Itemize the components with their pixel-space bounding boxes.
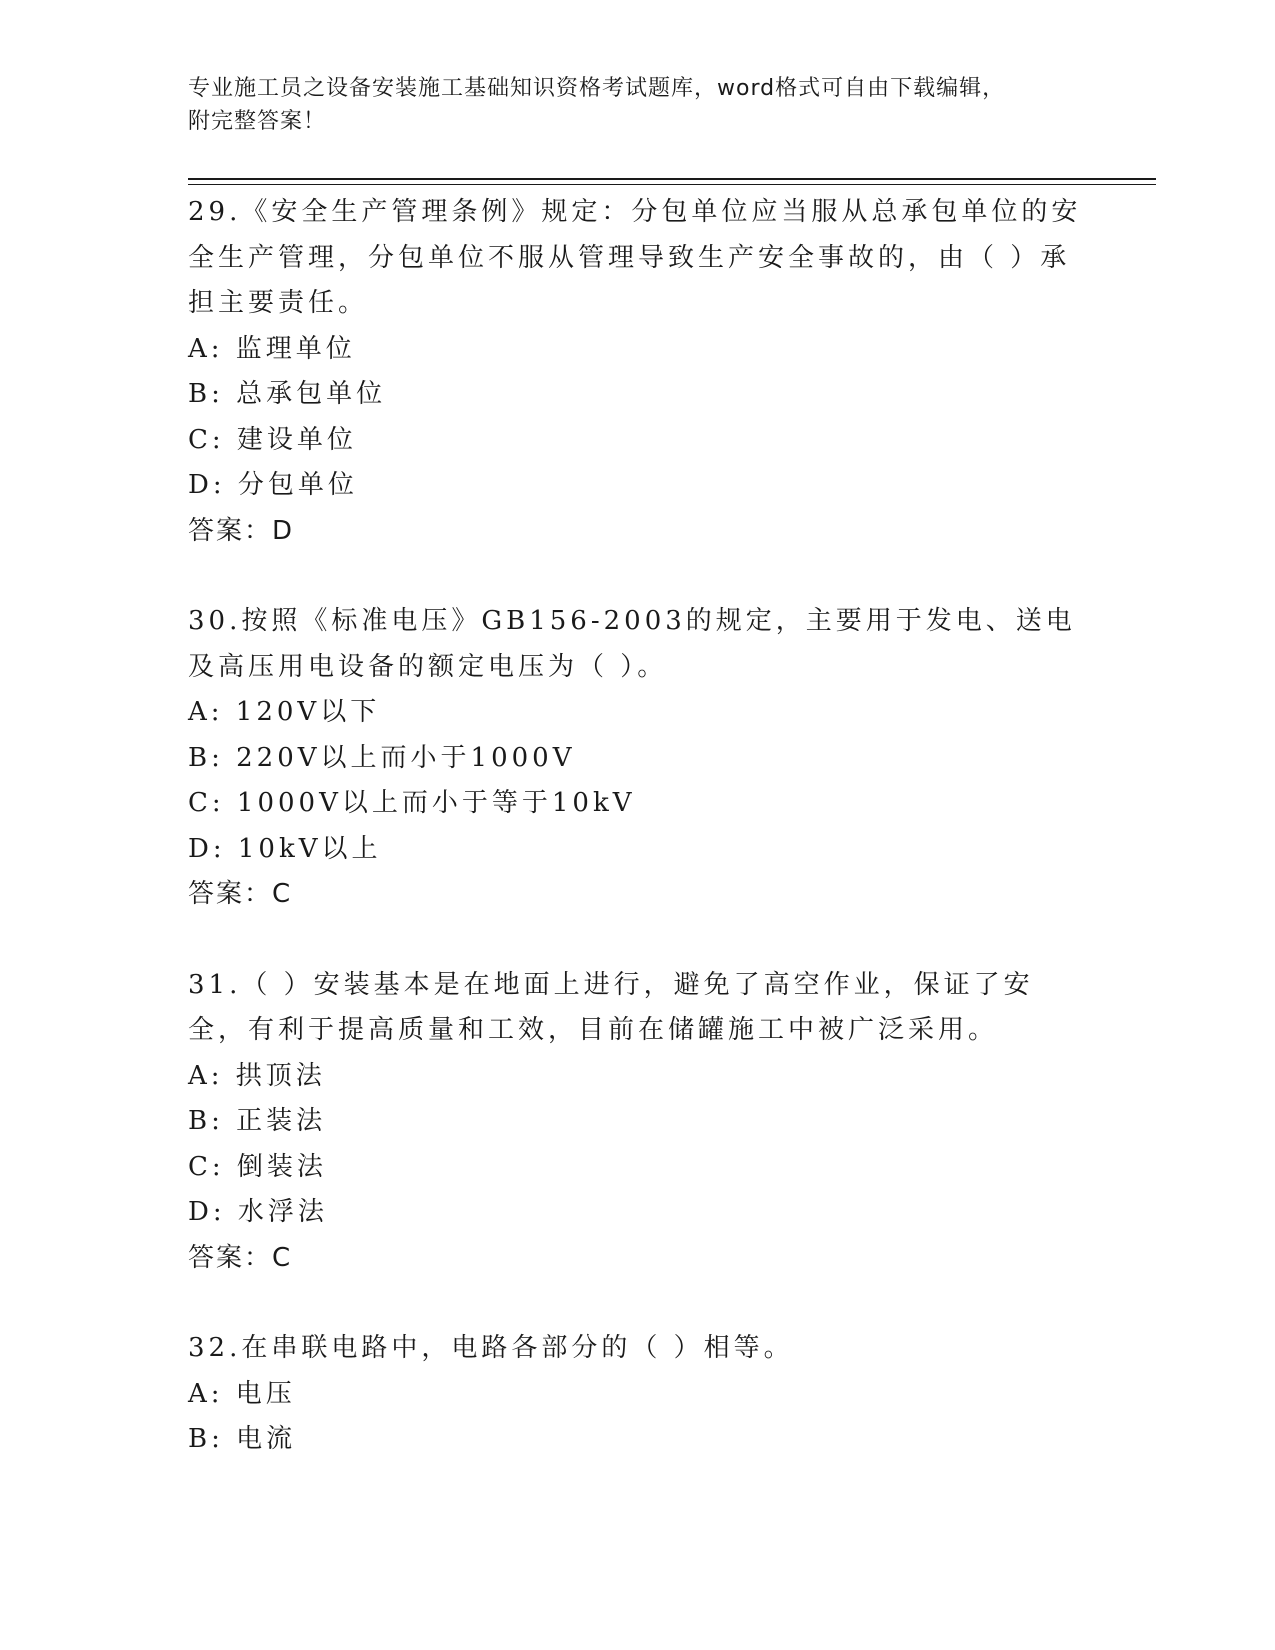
option-b: B: 总承包单位	[188, 379, 387, 409]
option-a: A: 拱顶法	[188, 1060, 326, 1091]
option-c: C: 倒装法	[188, 1151, 327, 1182]
question-text: 29.《安全生产管理条例》规定：分包单位应当服从总承包单位的安全生产管理，分包单位不服从管理导致生产安全事故的，由（ ）承担主要责任。	[188, 197, 1082, 318]
question-text: 30.按照《标准电压》GB156-2003的规定，主要用于发电、送电及高压用电设备的额定电压为（ ）。	[188, 606, 1076, 682]
header-divider-thin	[188, 184, 1156, 185]
header-note-line-2: 附完整答案！	[188, 109, 327, 134]
question-32	[188, 1326, 1088, 1463]
question-text: 31.（ ）安装基本是在地面上进行，避免了高空作业，保证了安全，有利于提高质量和工效，目前在储罐施工中被广泛采用。	[188, 969, 1034, 1045]
answer: 答案：D	[188, 515, 295, 546]
question-29	[188, 190, 1088, 554]
option-a: A: 120V以下	[188, 697, 381, 727]
option-b: B: 正装法	[188, 1106, 327, 1136]
answer: 答案：C	[188, 879, 293, 909]
question-31	[188, 963, 1088, 1282]
option-d: D: 水浮法	[188, 1197, 328, 1227]
option-b: B: 220V以上而小于1000V	[188, 742, 576, 773]
header-divider-thick	[188, 178, 1156, 180]
question-list	[188, 190, 1088, 1463]
question-30	[188, 599, 1088, 918]
option-d: D: 分包单位	[188, 470, 358, 500]
answer: 答案：C	[188, 1242, 293, 1273]
option-c: C: 建设单位	[188, 424, 357, 455]
option-d: D: 10kV以上	[188, 833, 382, 864]
option-a: A: 监理单位	[188, 333, 356, 364]
option-a: A: 电压	[188, 1378, 296, 1409]
question-text: 32.在串联电路中，电路各部分的（ ）相等。	[188, 1333, 794, 1363]
option-c: C: 1000V以上而小于等于10kV	[188, 788, 636, 818]
header-note	[188, 72, 1088, 138]
option-b: B: 电流	[188, 1424, 297, 1454]
header-note-line-1: 专业施工员之设备安装施工基础知识资格考试题库，word格式可自由下载编辑，	[188, 76, 1006, 101]
